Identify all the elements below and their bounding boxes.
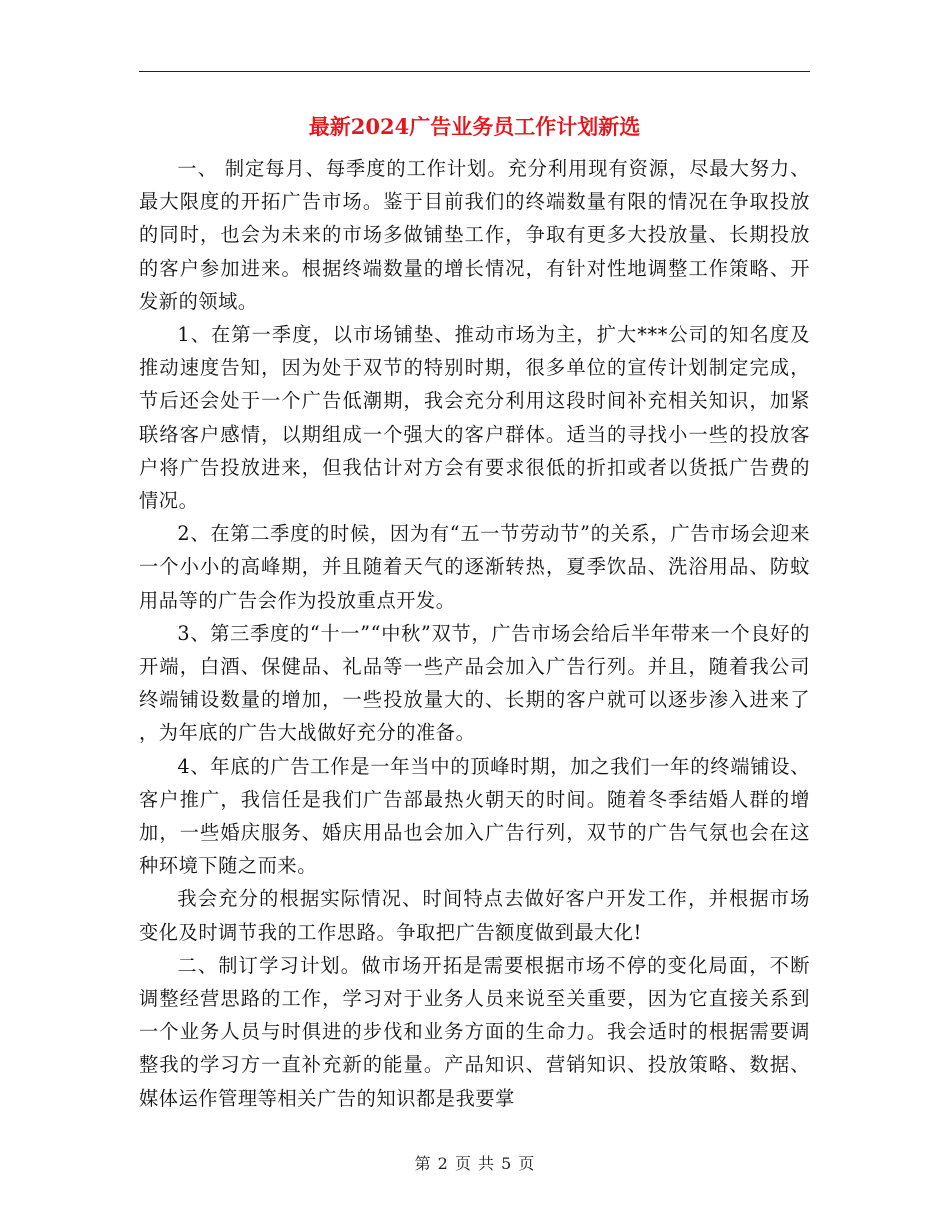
paragraph-q4: 4、年底的广告工作是一年当中的顶峰时期，加之我们一年的终端铺设、客户推广，我信任是我们广告部最热火朝天的时间。随着冬季结婚人群的增加，一些婚庆服务、婚庆用品也会加入广告行列，双节的广告气氛也会在这种环境下随之而来。 [139,754,810,878]
paragraph-q1: 1、在第一季度，以市场铺垫、推动市场为主，扩大***公司的知名度及推动速度告知，因为处于双节的特别时期，很多单位的宣传计划制定完成，节后还会处于一个广告低潮期，我会充分利用这段时间补充相关知识，加紧联络客户感情，以期组成一个强大的客户群体。适当的寻找小一些的投放客户将广告投放进来，但我估计对方会有要求很低的折扣或者以货抵广告费的情况。 [139,323,810,513]
header-rule [139,71,810,72]
paragraph-q2: 2、在第二季度的时候，因为有“五一节劳动节”的关系，广告市场会迎来一个小小的高峰期，并且随着天气的逐渐转热，夏季饮品、洗浴用品、防蚊用品等的广告会作为投放重点开发。 [139,522,810,612]
document-title: 最新2024广告业务员工作计划新选 [308,114,641,139]
paragraph-summary: 我会充分的根据实际情况、时间特点去做好客户开发工作，并根据市场变化及时调节我的工作思路。争取把广告额度做到最大化! [139,887,810,944]
document-body [139,152,810,1115]
paragraph-q3: 3、第三季度的“十一”“中秋”双节，广告市场会给后半年带来一个良好的开端，白酒、保健品、礼品等一些产品会加入广告行列。并且，随着我公司终端铺设数量的增加，一些投放量大的、长期的客户就可以逐步渗入进来了，为年底的广告大战做好充分的准备。 [139,621,810,745]
paragraph-section-1-intro: 一、 制定每月、每季度的工作计划。充分利用现有资源，尽最大努力、最大限度的开拓广告市场。鉴于目前我们的终端数量有限的情况在争取投放的同时，也会为未来的市场多做铺垫工作，争取有更多大投放量、长期投放的客户参加进来。根据终端数量的增长情况，有针对性地调整工作策略、开发新的领域。 [139,157,810,313]
page-number: 第 2 页 共 5 页 [414,1154,536,1173]
paragraph-section-2-study: 二、制订学习计划。做市场开拓是需要根据市场不停的变化局面，不断调整经营思路的工作，学习对于业务人员来说至关重要，因为它直接关系到一个业务人员与时俱进的步伐和业务方面的生命力。我会适时的根据需要调整我的学习方一直补充新的能量。产品知识、营销知识、投放策略、数据、媒体运作管理等相关广告的知识都是我要掌 [139,953,810,1110]
